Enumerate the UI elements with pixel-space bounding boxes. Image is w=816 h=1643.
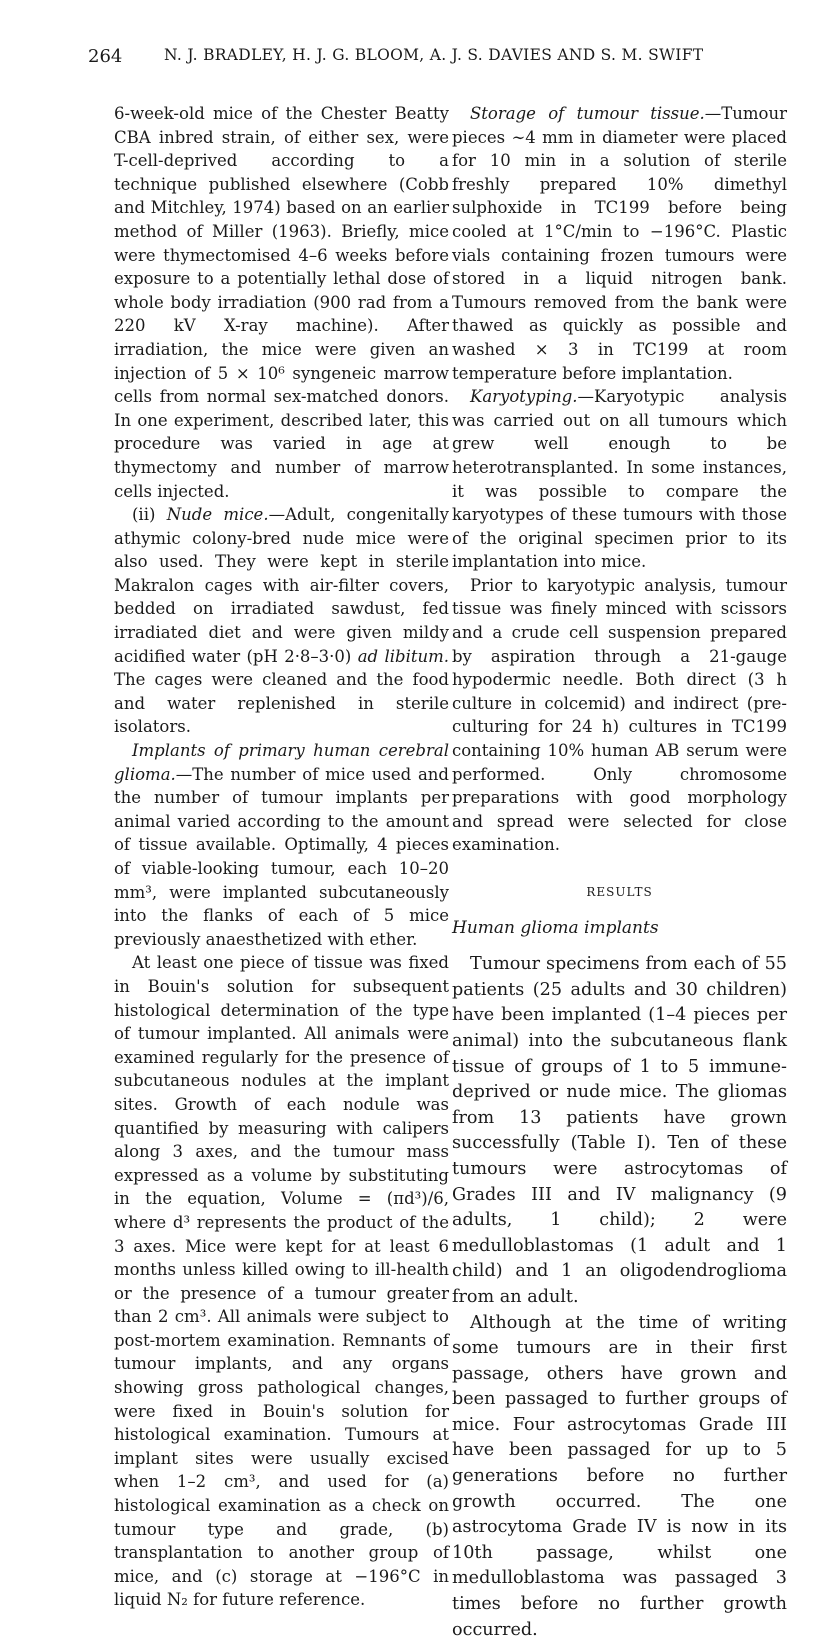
section-title-nude-mice: Nude mice.: [167, 505, 269, 524]
section-title-storage: Storage of tumour tissue.: [470, 104, 705, 123]
ad-libitum-text: ad libitum.: [358, 647, 449, 666]
paragraph-nude-mice: [114, 503, 449, 739]
storage-text: —Tumour pieces ∼4 mm in diameter were placed for 10 min in a solution of sterile freshly prepared 10% dimethyl sulphoxide in TC199 before being cooled at 1°C/min to −196°C. Plastic vials containing frozen tumours were stored in a liquid nitrogen bank. Tumours removed from the bank were thawed as quickly as possible and washed × 3 in TC199 at room temperature before implantation.: [452, 104, 787, 383]
subheading-glioma-implants: Human glioma implants: [452, 917, 787, 941]
paragraph-tumour-specimens: Tumour specimens from each of 55 patients (25 adults and 30 children) have been implanted (1–4 pieces per animal) into the subcutaneous flank tissue of groups of 1 to 5 immune-deprived or nude mice. The gliomas from 13 patients have grown successfully (Table I). Ten of these tumours were astrocytomas of Grades III and IV malignancy (9 adults, 1 child); 2 were medulloblastomas (1 adult and 1 child) and 1 an oligodendroglioma from an adult.: [452, 952, 787, 1310]
karyotyping-text: —Karyotypic analysis was carried out on all tumours which grew well enough to be heterotransplanted. In some instances, it was possible to compare the karyotypes of these tumours with those of the original specimen prior to its implantation into mice.: [452, 387, 787, 571]
section-title-implants: Implants of primary human cerebral glioma.: [114, 741, 449, 784]
implants-text: —The number of mice used and the number of tumour implants per animal varied according to the amount of tissue available. Optimally, 4 pieces of viable-looking tumour, each 10–20 mm³, were implanted subcutaneously into the flanks of each of 5 mice previously anaesthetized with ether.: [114, 765, 449, 949]
paragraph-karyotyping: [452, 385, 787, 574]
running-authors: N. J. BRADLEY, H. J. G. BLOOM, A. J. S. DAVIES AND S. M. SWIFT: [164, 46, 703, 64]
paragraph-passages: Although at the time of writing some tumours are in their first passage, others have grown and been passaged to further groups of mice. Four astrocytomas Grade III have been passaged for up to 5 generations before no further growth occurred. The one astrocytoma Grade IV is now in its 10th passage, whilst one medulloblastoma was passaged 3 times before no further growth occurred.: [452, 1311, 787, 1643]
nude-mice-text-b: The cages were cleaned and the food and water replenished in sterile isolators.: [114, 670, 449, 736]
results-heading: RESULTS: [452, 881, 787, 905]
right-column: [452, 102, 787, 1643]
section-title-karyotyping: Karyotyping.: [470, 387, 578, 406]
list-marker: (ii): [132, 505, 167, 524]
left-column: [114, 102, 449, 1612]
paragraph-karyotypic-analysis: Prior to karyotypic analysis, tumour tissue was finely minced with scissors and a crude cell suspension prepared by aspiration through a 21-gauge hypodermic needle. Both direct (3 h culture in colcemid) and indirect (pre-culturing for 24 h) cultures in TC199 containing 10% human AB serum were performed. Only chromosome preparations with good morphology and spread were selected for close examination.: [452, 574, 787, 857]
paragraph-t-cell-deprived: 6-week-old mice of the Chester Beatty CBA inbred strain, of either sex, were T-cell-deprived according to a technique published elsewhere (Cobb and Mitchley, 1974) based on an earlier method of Miller (1963). Briefly, mice were thymectomised 4–6 weeks before exposure to a potentially lethal dose of whole body irradiation (900 rad from a 220 kV X-ray machine). After irradiation, the mice were given an injection of 5 × 10⁶ syngeneic marrow cells from normal sex-matched donors. In one experiment, described later, this procedure was varied in age at thymectomy and number of marrow cells injected.: [114, 102, 449, 503]
nude-mice-text-a: —Adult, congenitally athymic colony-bred nude mice were also used. They were kept in sterile Makralon cages with air-filter covers, bedded on irradiated sawdust, fed irradiated diet and were given mildy acidified water (pH 2·8–3·0): [114, 505, 449, 666]
page-number: 264: [88, 46, 122, 67]
paragraph-implants: [114, 739, 449, 951]
running-header: [0, 46, 816, 76]
paragraph-storage: [452, 102, 787, 385]
paragraph-bouin-fixation: At least one piece of tissue was fixed in Bouin's solution for subsequent histological determination of the type of tumour implanted. All animals were examined regularly for the presence of subcutaneous nodules at the implant sites. Growth of each nodule was quantified by measuring with calipers along 3 axes, and the tumour mass expressed as a volume by substituting in the equation, Volume = (πd³)/6, where d³ represents the product of the 3 axes. Mice were kept for at least 6 months unless killed owing to ill-health or the presence of a tumour greater than 2 cm³. All animals were subject to post-mortem examination. Remnants of tumour implants, and any organs showing gross pathological changes, were fixed in Bouin's solution for histological examination. Tumours at implant sites were usually excised when 1–2 cm³, and used for (a) histological examination as a check on tumour type and grade, (b) transplantation to another group of mice, and (c) storage at −196°C in liquid N₂ for future reference.: [114, 951, 449, 1612]
